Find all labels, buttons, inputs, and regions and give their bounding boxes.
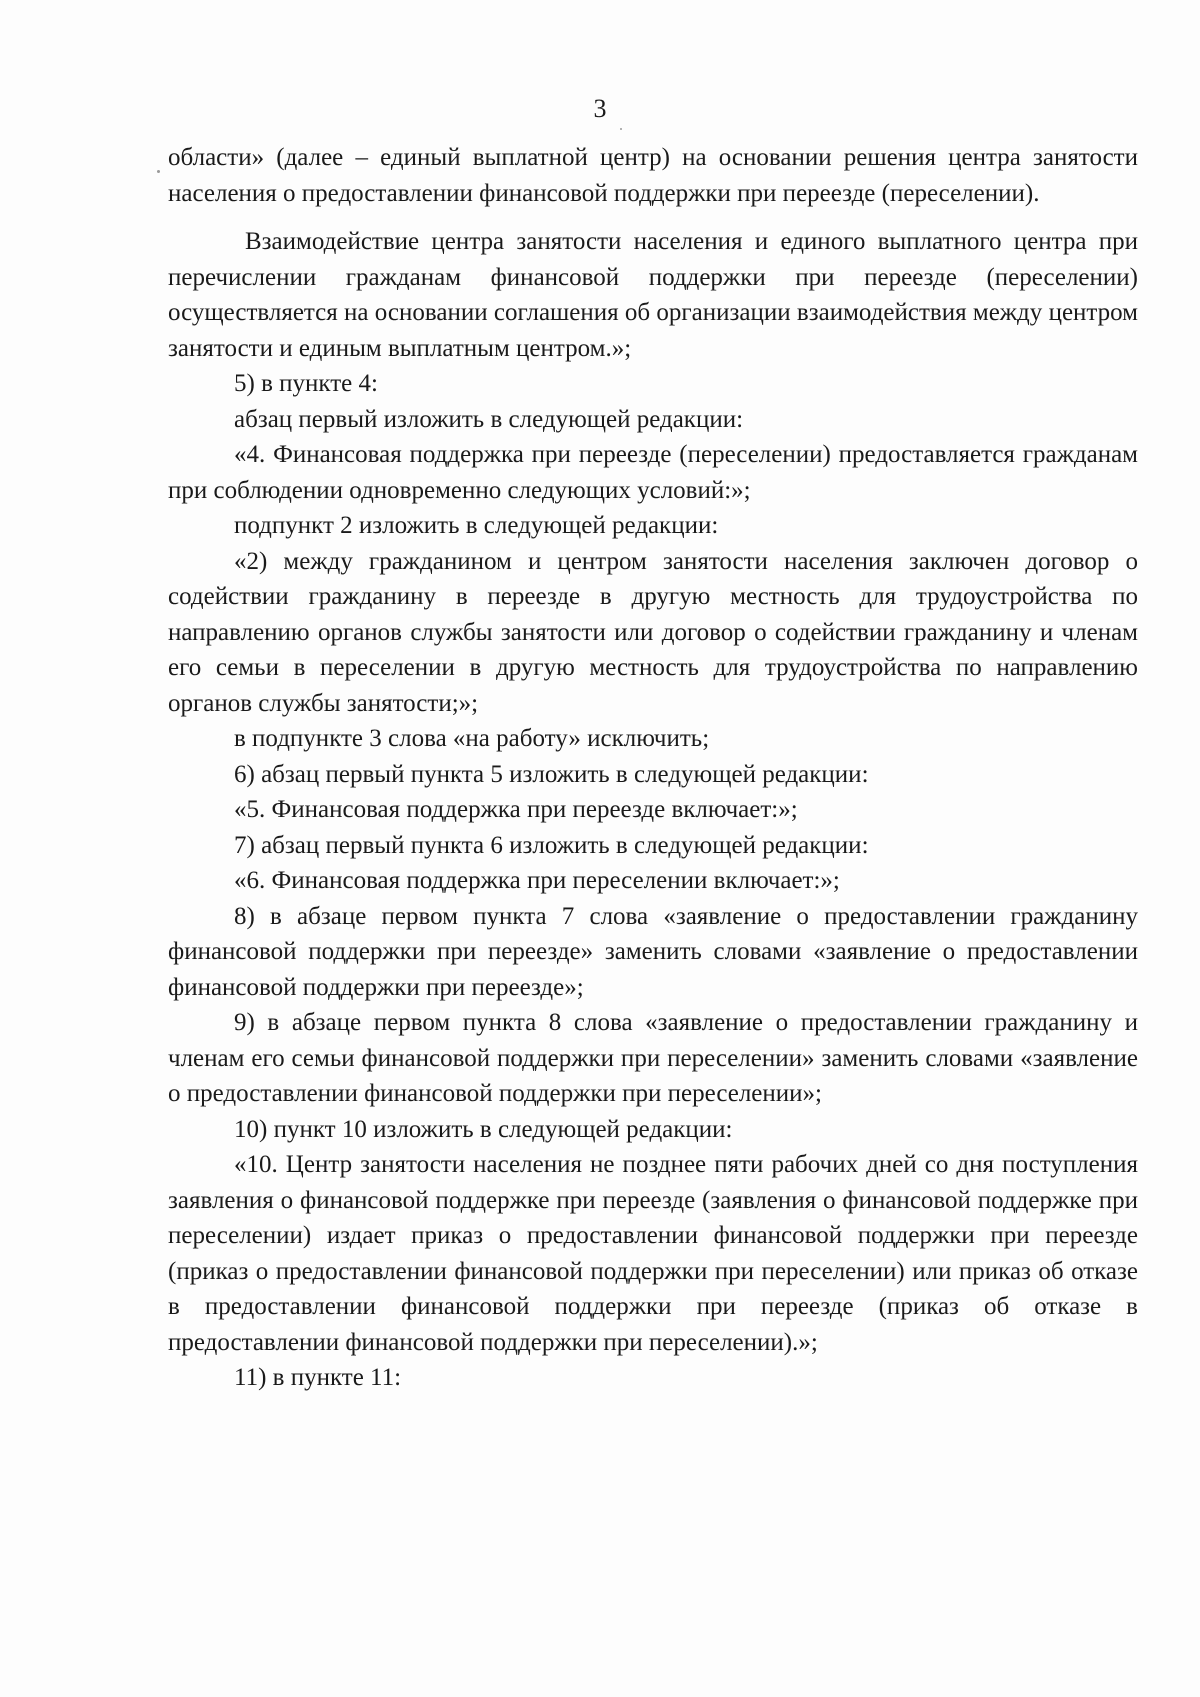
paragraph-abzac-first: абзац первый изложить в следующей редакции: [234, 405, 744, 433]
paragraph-item-7: 7) абзац первый пункта 6 изложить в следующей редакции: [234, 831, 869, 859]
paragraph-subitem-2-text: «2) между гражданином и центром занятости населения заключен договор о содействии гражданину в переезде в другую местность для трудоустройства по направлению органов службы занятости или договор о содействии гражданину и членам его семьи в переселении в другую местность для трудоустройства по направлению органов службы занятости;»; [168, 547, 1138, 717]
paragraph-item-10: 10) пункт 10 изложить в следующей редакции: [234, 1115, 733, 1143]
paragraph-subitem-3: в подпункте 3 слова «на работу» исключить; [234, 725, 710, 752]
document-body [168, 140, 1138, 1396]
scan-speck [157, 170, 160, 173]
paragraph-point-5-text: «5. Финансовая поддержка при переезде включает:»; [234, 796, 798, 823]
paragraph-point-4-text: «4. Финансовая поддержка при переезде (переселении) предоставляется гражданам при соблюдении одновременно следующих условий:»; [168, 441, 1138, 504]
paragraph-item-8: 8) в абзаце первом пункта 7 слова «заявление о предоставлении гражданину финансовой поддержки при переезде» заменить словами «заявление о предоставлении финансовой поддержки при переезде»; [168, 902, 1138, 1001]
paragraph-item-9: 9) в абзаце первом пункта 8 слова «заявление о предоставлении гражданину и членам его семьи финансовой поддержки при переселении» заменить словами «заявление о предоставлении финансовой поддержки при переселении»; [168, 1009, 1138, 1107]
scan-speck [620, 128, 622, 130]
paragraph-item-6: 6) абзац первый пункта 5 изложить в следующей редакции: [234, 760, 869, 788]
paragraph-continuation: области» (далее – единый выплатной центр) на основании решения центра занятости населения о предоставлении финансовой поддержки при переезде (переселении). [168, 144, 1138, 207]
page-number: 3 [593, 94, 607, 123]
paragraph-subitem-2: подпункт 2 изложить в следующей редакции: [234, 512, 719, 539]
paragraph-item-5: 5) в пункте 4: [234, 370, 378, 397]
paragraph-point-10-text: «10. Центр занятости населения не позднее пяти рабочих дней со дня поступления заявления о финансовой поддержке при переезде (заявления о финансовой поддержке при переселении) издает приказ о предоставлении финансовой поддержки при переезде (приказ о предоставлении финансовой поддержки при переселении) или приказ об отказе в предоставлении финансовой поддержки при переезде (приказ об отказе в предоставлении финансовой поддержки при переселении).»; [168, 1151, 1138, 1356]
paragraph-point-6-text: «6. Финансовая поддержка при переселении включает:»; [234, 867, 840, 894]
paragraph-interaction: Взаимодействие центра занятости населения и единого выплатного центра при перечислении гражданам финансовой поддержки при переезде (переселении) осуществляется на основании соглашения об организации взаимодействия между центром занятости и единым выплатным центром.»; [168, 228, 1138, 362]
paragraph-item-11: 11) в пункте 11: [234, 1364, 402, 1391]
